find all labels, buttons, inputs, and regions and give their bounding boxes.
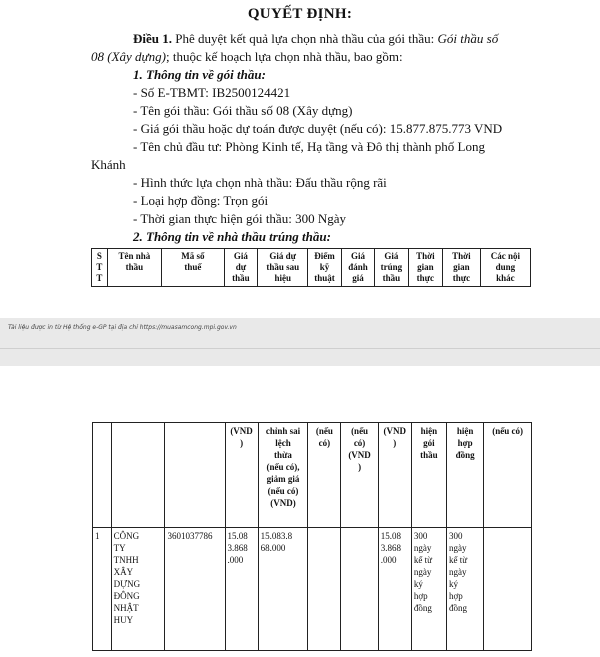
document-page-2: [0, 366, 600, 657]
article-label: Điều 1.: [133, 31, 172, 46]
article-text-1: Phê duyệt kết quả lựa chọn nhà thầu của gói thầu:: [172, 31, 438, 46]
section-2-heading: 2. Thông tin về nhà thầu trúng thầu:: [133, 229, 331, 244]
page-divider: [0, 348, 600, 349]
info-contract-type: - Loại hợp đồng: Trọn gói: [133, 193, 269, 208]
cell-other-content: [484, 528, 532, 651]
cell-package-duration: 300 ngày kể từ ngày ký hợp đồng: [411, 528, 446, 651]
table-row: [93, 528, 532, 651]
cell-adjusted-bid-price: 15.083.8 68.000: [258, 528, 308, 651]
cell-technical-score: [308, 528, 341, 651]
cell-stt: 1: [93, 528, 112, 651]
hdr-cell-package-duration: hiện gói thầu: [411, 423, 446, 528]
hdr-cell-adjusted-bid-price: chỉnh sai lệch thừa (nếu có), giảm giá (nếu có) (VND): [258, 423, 308, 528]
info-selection-method: - Hình thức lựa chọn nhà thầu: Đấu thầu rộng rãi: [133, 175, 387, 190]
hdr-cell-bid-price: (VND ): [225, 423, 258, 528]
col-adjusted-bid-price: Giá dự thầu sau hiệu: [258, 249, 308, 287]
hdr-cell-bidder-name: [111, 423, 165, 528]
col-winning-price: Giá trúng thầu: [375, 249, 408, 287]
info-investor: - Tên chủ đầu tư: Phòng Kinh tế, Hạ tầng và Đô thị thành phố Long: [133, 139, 485, 154]
hdr-cell-tax-code: [165, 423, 225, 528]
col-bid-price: Giá dự thầu: [224, 249, 257, 287]
hdr-cell-contract-duration: hiện hợp đồng: [447, 423, 484, 528]
col-bidder-name: Tên nhà thầu: [107, 249, 161, 287]
print-footer-note: Tài liệu được in từ Hệ thống e-GP tại địa chỉ https://muasamcong.mpi.gov.vn: [8, 324, 237, 331]
table-header-row-continued: [93, 423, 532, 528]
cell-tax-code: 3601037786: [165, 528, 225, 651]
hdr-cell-technical-score: (nếu có): [308, 423, 341, 528]
info-duration: - Thời gian thực hiện gói thầu: 300 Ngày: [133, 211, 346, 226]
document-page-1: [0, 0, 600, 318]
col-package-duration: Thời gian thực: [408, 249, 442, 287]
decision-title: QUYẾT ĐỊNH:: [247, 6, 353, 22]
package-name-italic-2: 08 (Xây dựng): [91, 49, 166, 64]
info-package-name: - Tên gói thầu: Gói thầu số 08 (Xây dựng): [133, 103, 353, 118]
info-investor-wrap: Khánh: [91, 157, 126, 172]
winning-bidder-table-header: [91, 248, 531, 287]
col-evaluated-price: Giá đánh giá: [341, 249, 374, 287]
cell-evaluated-price: [341, 528, 378, 651]
hdr-cell-other-content: (nếu có): [484, 423, 532, 528]
col-technical-score: Điểm kỹ thuật: [308, 249, 341, 287]
cell-bidder-name: CÔNG TY TNHH XÂY DỰNG ĐÔNG NHẬT HUY: [111, 528, 165, 651]
hdr-cell-evaluated-price: (nếu có) (VND ): [341, 423, 378, 528]
col-tax-code: Mã số thuế: [162, 249, 225, 287]
info-e-tbmt: - Số E-TBMT: IB2500124421: [133, 85, 291, 100]
cell-bid-price: 15.08 3.868 .000: [225, 528, 258, 651]
col-other-content: Các nội dung khác: [480, 249, 530, 287]
cell-winning-price: 15.08 3.868 .000: [378, 528, 411, 651]
winning-bidder-table-continued: [92, 422, 532, 651]
col-contract-duration: Thời gian thực: [443, 249, 481, 287]
article-1-line-2: [91, 48, 403, 66]
hdr-cell-stt: [93, 423, 112, 528]
section-1-heading: 1. Thông tin về gói thầu:: [133, 67, 266, 82]
info-package-price: - Giá gói thầu hoặc dự toán được duyệt (nếu có): 15.877.875.773 VND: [133, 121, 503, 136]
cell-contract-duration: 300 ngày kể từ ngày ký hợp đồng: [447, 528, 484, 651]
hdr-cell-winning-price: (VND ): [378, 423, 411, 528]
article-text-2: ; thuộc kế hoạch lựa chọn nhà thầu, bao gồm:: [165, 49, 403, 64]
package-name-italic-1: Gói thầu số: [437, 31, 499, 46]
col-stt: S T T: [92, 249, 108, 287]
article-1-line-1: [133, 30, 498, 48]
